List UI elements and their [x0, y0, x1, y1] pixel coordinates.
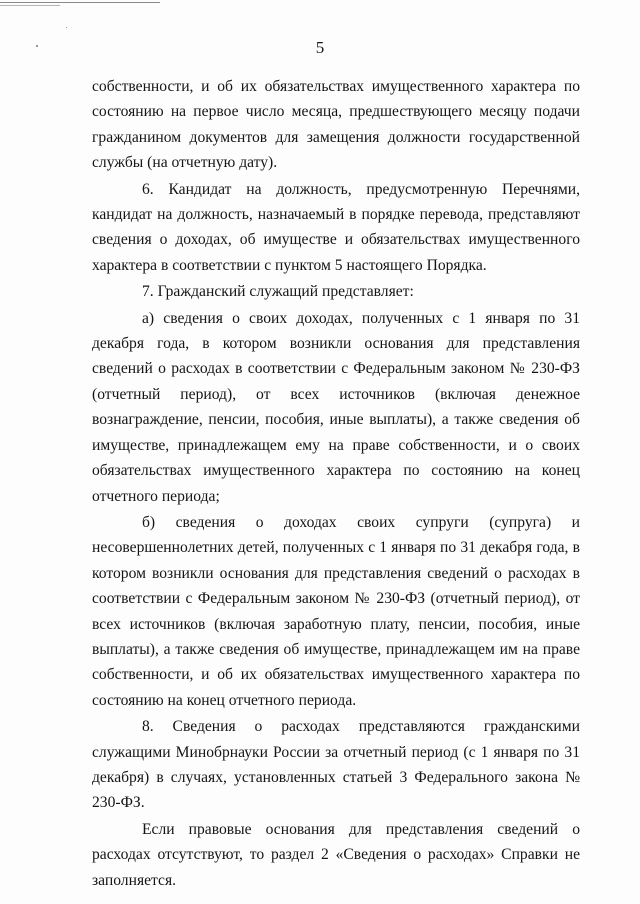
paragraph-note: Если правовые основания для представления сведений о расходах отсутствуют, то раздел 2 «Сведения о расходах» Справки не заполняется. — [92, 820, 580, 889]
paragraph-item-7: 7. Гражданский служащий представляет: — [142, 283, 414, 301]
page-number: 5 — [315, 38, 325, 57]
scan-edge-line — [0, 2, 160, 3]
scan-edge-line — [0, 5, 60, 6]
paragraph-item-8: 8. Сведения о расходах представляются гражданскими служащими Минобрнауки России за отчетный период (с 1 января по 31 декабря) в случаях, установленных статьей 3 Федерального закона № 230-ФЗ. — [92, 718, 580, 812]
paragraph-item-7a: а) сведения о своих доходах, полученных с 1 января по 31 декабря года, в котором возникли основания для представления сведений о расходах в соответствии с Федеральным законом № 230-ФЗ (отчетный период), от всех источников (включая денежное вознаграждение, пенсии, пособия, иные выплаты), а также сведения об имуществе, принадлежащем ему на праве собственности, и о своих обязательствах имущественного характера по состоянию на конец отчетного периода; — [92, 309, 580, 505]
scan-speck — [66, 27, 67, 28]
paragraph-item-7b: б) сведения о доходах своих супруги (супруга) и несовершеннолетних детей, полученных с 1 января по 31 декабря года, в котором возникли основания для представления сведений о расходах в соответствии с Федеральным законом № 230-ФЗ (отчетный период), от всех источников (включая заработную плату, пенсии, пособия, иные выплаты), а также сведения об имуществе, принадлежащем им на праве собственности, и об их обязательствах имущественного характера по состоянию на конец отчетного периода. — [92, 513, 580, 709]
paragraph-continuation: собственности, и об их обязательствах имущественного характера по состоянию на первое число месяца, предшествующего месяцу подачи гражданином документов для замещения должности государственной службы (на отчетную дату). — [92, 78, 580, 172]
document-body — [92, 74, 580, 893]
paragraph-item-6: 6. Кандидат на должность, предусмотренную Перечнями, кандидат на должность, назначаемый в порядке перевода, представляют сведения о доходах, об имуществе и обязательствах имущественного характера в соответствии с пунктом 5 настоящего Порядка. — [92, 180, 580, 274]
